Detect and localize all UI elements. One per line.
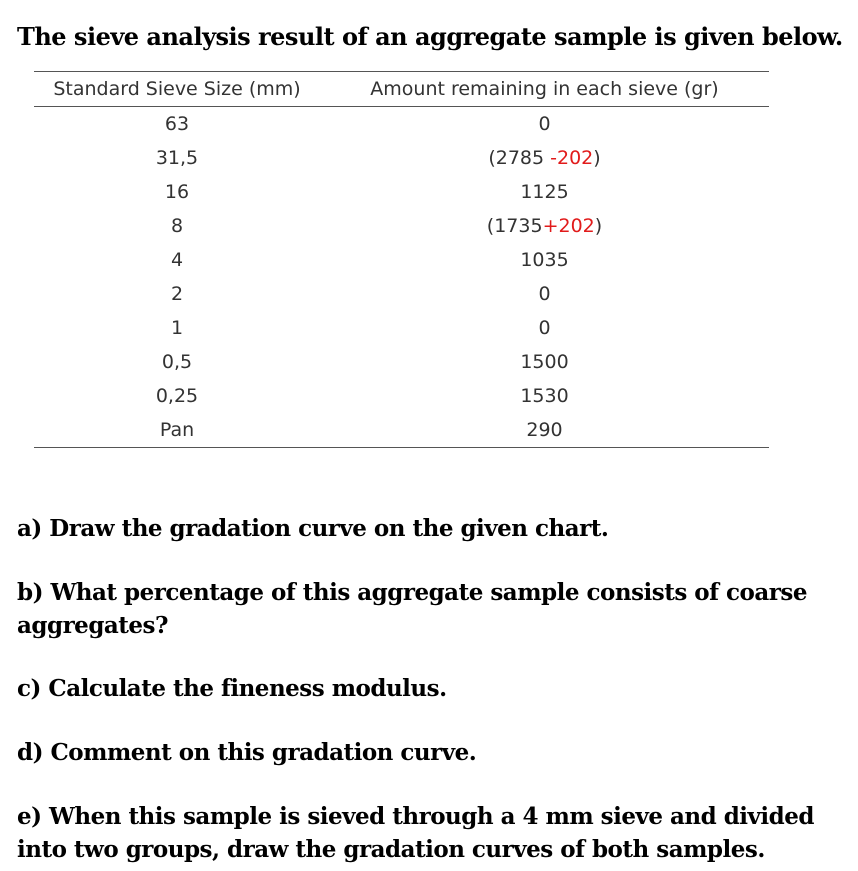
question-d: d) Comment on this gradation curve. [17,739,477,766]
question-c: c) Calculate the fineness modulus. [17,675,447,702]
table-row [34,379,769,413]
sieve-size-cell: 0,25 [155,385,199,407]
table-row [34,311,769,345]
sieve-size-cell: 16 [164,181,190,203]
question-e: e) When this sample is sieved through a 4 mm sieve and divided into two groups, draw the gradation curves of both samples. [17,803,814,863]
correction-subtract-value: -202 [550,147,594,169]
question-b: b) What percentage of this aggregate sample consists of coarse aggregates? [17,579,807,639]
amount-cell: 0 [538,113,551,135]
amount-cell: 290 [320,413,769,448]
question-a: a) Draw the gradation curve on the given chart. [17,515,609,542]
sieve-size-cell: 8 [170,215,184,237]
table-row [34,141,769,175]
correction-add-value: +202 [542,215,595,237]
amount-cell: 1035 [520,249,569,271]
amount-closing-paren: ) [594,215,603,237]
sieve-size-cell: 4 [170,249,184,271]
amount-cell: 1530 [520,385,569,407]
table-row [34,243,769,277]
amount-closing-paren: ) [593,147,601,169]
table-row [34,209,769,243]
table-row [34,175,769,209]
sieve-size-cell: Pan [34,413,320,448]
column-header-amount-remaining: Amount remaining in each sieve (gr) [320,72,769,107]
amount-base-text: (1735 [486,215,543,237]
table-header-row [34,72,769,107]
amount-cell [320,141,769,175]
amount-cell: 0 [538,283,551,305]
amount-cell: 1125 [520,181,569,203]
table-row [34,413,769,448]
amount-cell [320,209,769,243]
sieve-size-cell: 2 [170,283,184,305]
table-row [34,345,769,379]
amount-base-text: (2785 [488,147,551,169]
sieve-size-cell: 0,5 [161,351,193,373]
amount-cell: 1500 [520,351,569,373]
sieve-size-cell: 31,5 [155,147,199,169]
sieve-size-cell: 63 [164,113,190,135]
amount-cell: 0 [538,317,551,339]
table-row [34,107,769,142]
page-title: The sieve analysis result of an aggregate sample is given below. [17,22,843,51]
sieve-size-cell: 1 [170,317,184,339]
column-header-sieve-size: Standard Sieve Size (mm) [34,72,320,107]
sieve-analysis-table [34,71,769,448]
table-row [34,277,769,311]
